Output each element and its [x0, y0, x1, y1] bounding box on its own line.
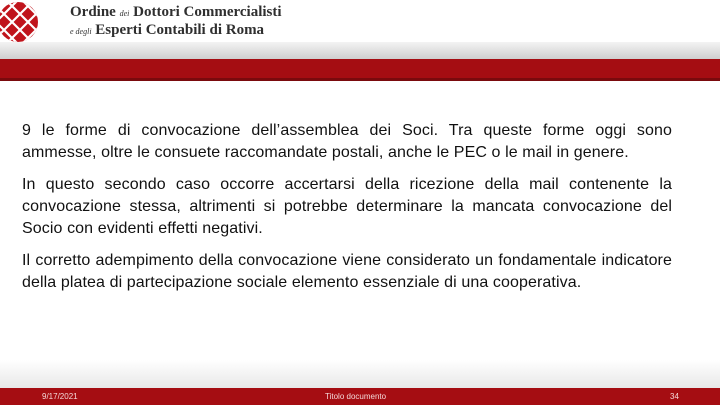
header: [0, 0, 720, 42]
slide-body: [22, 120, 672, 304]
org-word-edegli: e degli: [70, 27, 92, 36]
org-word-esperti: Esperti Contabili di Roma: [95, 22, 265, 38]
org-word-ordine: Ordine: [70, 4, 116, 20]
org-word-dei: dei: [119, 9, 130, 18]
paragraph-2: In questo secondo caso occorre accertarsi della ricezione della mail contenente la convocazione stessa, altrimenti si potrebbe determinare la mancata convocazione del Socio con evidenti effetti negativi.: [22, 176, 672, 237]
org-word-dottori: Dottori Commercialisti: [133, 4, 282, 20]
paragraph-3: Il corretto adempimento della convocazione viene considerato un fondamentale indicatore della platea di partecipazione sociale elemento essenziale di una cooperativa.: [22, 252, 672, 291]
footer: [0, 388, 720, 405]
paragraph-1: 9 le forme di convocazione dell’assemblea dei Soci. Tra queste forme oggi sono ammesse, oltre le consuete raccomandate postali, anche le PEC o le mail in genere.: [22, 122, 672, 161]
title-band: [0, 59, 720, 78]
order-logo-icon: [0, 0, 50, 42]
organization-name: [70, 4, 282, 40]
title-band-shadow: [0, 78, 720, 81]
footer-fade: [0, 360, 720, 388]
footer-date: 9/17/2021: [42, 392, 78, 401]
footer-doc-title: Titolo documento: [325, 392, 387, 401]
header-divider: [0, 42, 720, 59]
slide-number: 34: [670, 392, 679, 401]
